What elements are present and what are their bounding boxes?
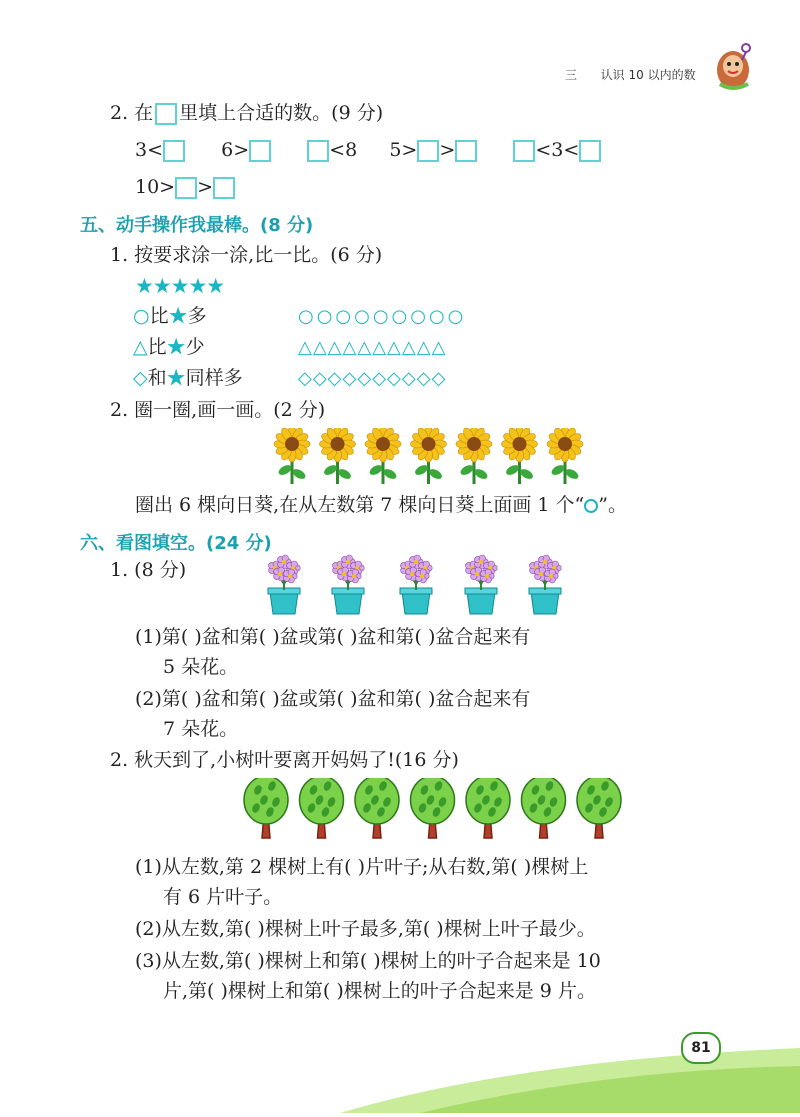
triangles-row[interactable]: △△△△△△△△△△ xyxy=(298,337,447,358)
tree-icon[interactable] xyxy=(466,778,510,838)
section-5-title: 五、动手操作我最棒。(8 分) xyxy=(80,215,314,236)
flower-pot-icon[interactable] xyxy=(400,555,432,614)
sec6-q1b: (2)第( )盆和第( )盆或第( )盆和第( )盆合起来有 xyxy=(135,688,531,710)
star-icon: ★ xyxy=(168,305,188,327)
chapter-header xyxy=(565,66,696,83)
answer-box[interactable] xyxy=(155,103,177,125)
tree-icon[interactable] xyxy=(355,778,399,838)
sunflower-icon[interactable] xyxy=(502,428,538,484)
answer-box[interactable] xyxy=(163,140,185,162)
flower-pots-row xyxy=(258,554,578,616)
tree-icon[interactable] xyxy=(300,778,344,838)
sec5-q1: 1. 按要求涂一涂,比一比。(6 分) xyxy=(110,244,383,266)
sec5-q2-instruction: 圈出 6 棵向日葵,在从左数第 7 棵向日葵上面画 1 个“ ”。 xyxy=(135,494,627,516)
tree-icon[interactable] xyxy=(411,778,455,838)
answer-box[interactable] xyxy=(513,140,535,162)
sec6-q2c-line2: 片,第( )棵树上和第( )棵树上的叶子合起来是 9 片。 xyxy=(163,980,596,1002)
section-6-title: 六、看图填空。(24 分) xyxy=(80,533,272,554)
tree-icon[interactable] xyxy=(522,778,566,838)
flower-pot-icon[interactable] xyxy=(268,555,300,614)
chapter-number: 三 xyxy=(565,68,578,82)
answer-box[interactable] xyxy=(455,140,477,162)
circles-row[interactable]: ○○○○○○○○○ xyxy=(298,306,467,327)
circle-icon: ○ xyxy=(133,305,150,327)
flower-pot-icon[interactable] xyxy=(529,555,561,614)
compare-row-2: △比★少 xyxy=(133,336,205,358)
flower-pot-icon[interactable] xyxy=(332,555,364,614)
flower-pot-icon[interactable] xyxy=(465,555,497,614)
compare-row-3: ◇和★同样多 xyxy=(133,367,243,389)
answer-box[interactable] xyxy=(249,140,271,162)
sec6-q2a: (1)从左数,第 2 棵树上有( )片叶子;从右数,第( )棵树上 xyxy=(135,856,589,878)
triangle-icon: △ xyxy=(133,336,148,358)
q2-row-1: 3< 6> <8 5> > <3< xyxy=(135,140,601,162)
sec6-q2: 2. 秋天到了,小树叶要离开妈妈了!(16 分) xyxy=(110,749,459,771)
mascot-icon xyxy=(712,40,754,92)
sunflower-icon[interactable] xyxy=(411,428,447,484)
small-circle-icon xyxy=(584,499,598,513)
sunflower-row xyxy=(270,428,590,486)
sec5-q2: 2. 圈一圈,画一画。(2 分) xyxy=(110,399,326,421)
tree-icon[interactable] xyxy=(577,778,621,838)
footer-wave xyxy=(0,1040,800,1113)
sunflower-icon[interactable] xyxy=(365,428,401,484)
answer-box[interactable] xyxy=(417,140,439,162)
answer-box[interactable] xyxy=(307,140,329,162)
answer-box[interactable] xyxy=(175,177,197,199)
sec6-q2a-line2: 有 6 片叶子。 xyxy=(163,886,283,908)
sec6-q1a: (1)第( )盆和第( )盆或第( )盆和第( )盆合起来有 xyxy=(135,626,531,648)
tree-icon[interactable] xyxy=(244,778,288,838)
answer-box[interactable] xyxy=(579,140,601,162)
q2-row-2: 10> > xyxy=(135,177,235,199)
trees-row xyxy=(242,778,622,840)
star-icon: ★ xyxy=(166,367,186,389)
page-number: 81 xyxy=(681,1032,721,1064)
diamond-icon: ◇ xyxy=(133,367,148,389)
q2-intro: 2. 在 里填上合适的数。(9 分) xyxy=(110,102,384,124)
sec6-q1a-line2: 5 朵花。 xyxy=(163,656,239,678)
stars-row: ★★★★★ xyxy=(135,274,225,298)
sec6-q2c: (3)从左数,第( )棵树上和第( )棵树上的叶子合起来是 10 xyxy=(135,950,601,972)
sunflower-icon[interactable] xyxy=(274,428,310,484)
sec6-q2b: (2)从左数,第( )棵树上叶子最多,第( )棵树上叶子最少。 xyxy=(135,918,596,940)
compare-row-1: ○比★多 xyxy=(133,305,207,327)
sunflower-icon[interactable] xyxy=(547,428,583,484)
sunflower-icon[interactable] xyxy=(320,428,356,484)
answer-box[interactable] xyxy=(213,177,235,199)
sunflower-icon[interactable] xyxy=(456,428,492,484)
star-icon: ★ xyxy=(166,336,186,358)
sec6-q1b-line2: 7 朵花。 xyxy=(163,718,239,740)
sec6-q1: 1. (8 分) xyxy=(110,559,187,581)
diamonds-row[interactable]: ◇◇◇◇◇◇◇◇◇◇ xyxy=(298,368,447,389)
chapter-title: 认识 10 以内的数 xyxy=(600,68,696,82)
